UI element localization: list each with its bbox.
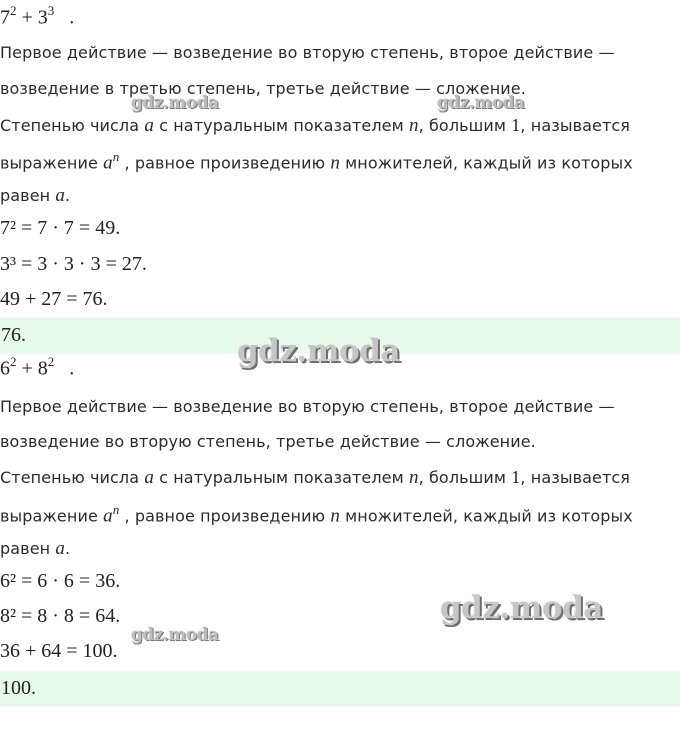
problem2-order-line2: возведение во вторую степень, третье действие — сложение. xyxy=(0,432,536,451)
watermark-logo: gdz.moda xyxy=(131,625,219,645)
problem2-step3: 36 + 64 = 100. xyxy=(0,640,118,662)
problem1-order-line2: возведение в третью степень, третье действие — сложение. xyxy=(0,79,526,98)
variable-a: a xyxy=(144,467,154,488)
watermark-logo: gdz.moda xyxy=(437,93,525,113)
watermark-logo: gdz.moda xyxy=(440,590,603,626)
problem2-definition-line2: выражение $a^n$ , равное произведению n множителей, каждый из которых xyxy=(0,502,633,527)
problem1-step2: 3³ = 3 · 3 · 3 = 27. xyxy=(0,253,147,275)
problem2-answer-box xyxy=(0,671,680,706)
problem1-step3: 49 + 27 = 76. xyxy=(0,288,108,310)
problem1-step1: 7² = 7 · 7 = 49. xyxy=(0,217,121,239)
problem1-order-line1: Первое действие — возведение во вторую степень, второе действие — xyxy=(0,43,615,62)
variable-n: n xyxy=(408,467,419,488)
problem1-definition-line1: Степенью числа a с натуральным показателем n, большим 1, называется xyxy=(0,115,630,136)
problem2-order-line1: Первое действие — возведение во вторую степень, второе действие — xyxy=(0,397,615,416)
problem2-step2: 8² = 8 · 8 = 64. xyxy=(0,605,121,627)
problem1-answer: 76. xyxy=(1,324,26,346)
variable-a: a xyxy=(144,115,154,136)
problem1-definition-line2: выражение $a^n$ , равное произведению n множителей, каждый из которых xyxy=(0,149,633,174)
problem2-answer: 100. xyxy=(1,677,36,699)
problem2-definition-line1: Степенью числа a с натуральным показателем n, большим 1, называется xyxy=(0,467,630,488)
watermark-logo: gdz.moda xyxy=(237,333,400,369)
variable-n: n xyxy=(408,115,419,136)
problem1-expression: $7^2 + 3^3$ . xyxy=(0,3,75,29)
problem2-step1: 6² = 6 · 6 = 36. xyxy=(0,570,121,592)
problem2-expression: $6^2 + 8^2$ . xyxy=(0,354,75,380)
problem2-definition-line3: равен a. xyxy=(0,538,71,559)
watermark-logo: gdz.moda xyxy=(131,93,219,113)
problem1-definition-line3: равен a. xyxy=(0,185,71,206)
